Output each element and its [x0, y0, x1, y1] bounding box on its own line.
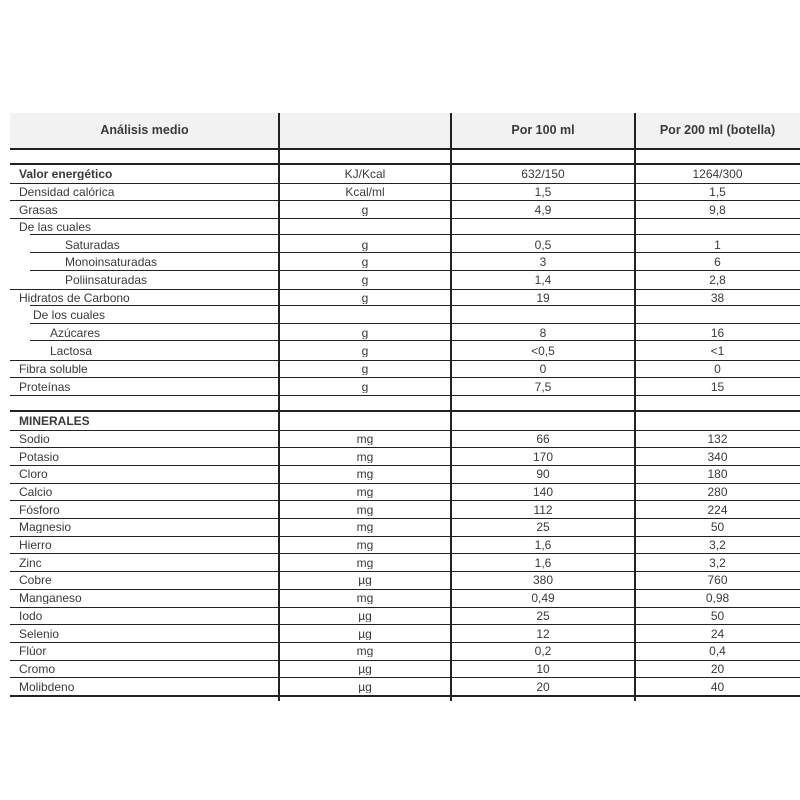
row-value-per100: 19: [536, 292, 550, 305]
row-value-per100: 380: [532, 574, 554, 587]
table-row: [10, 289, 800, 307]
row-label: Cromo: [19, 662, 56, 675]
row-value-per100: 12: [536, 627, 550, 640]
table-row: [10, 271, 800, 289]
table-row: [10, 447, 800, 465]
row-unit: µg: [358, 574, 372, 587]
row-unit: mg: [356, 556, 374, 569]
row-value-per100: 20: [536, 680, 550, 693]
row-unit: mg: [356, 539, 374, 552]
table-row: [10, 536, 800, 554]
row-label: Cloro: [19, 468, 48, 481]
table-row: [10, 553, 800, 571]
section-gap-row: [10, 395, 800, 412]
row-label: Fósforo: [19, 503, 60, 516]
row-label: Manganeso: [19, 592, 82, 605]
row-label: Hierro: [19, 539, 52, 552]
table-header-row: [10, 113, 800, 150]
row-value-per200: 24: [710, 627, 725, 640]
row-unit: g: [361, 203, 369, 216]
col-header-per100: Por 100 ml: [511, 124, 575, 137]
row-value-per100: 7,5: [534, 380, 552, 393]
table-row: [10, 607, 800, 625]
row-value-per200: 40: [710, 680, 725, 693]
row-value-per200: 0,98: [705, 592, 730, 605]
table-row: [10, 677, 800, 695]
row-label: Monoinsaturadas: [65, 256, 158, 269]
row-unit: g: [361, 327, 369, 340]
row-value-per100: 1,4: [534, 273, 552, 286]
row-unit: mg: [356, 432, 374, 445]
table-row: [10, 183, 800, 201]
row-value-per200: 1264/300: [692, 167, 743, 180]
row-label: Valor energético: [19, 167, 113, 180]
row-value-per200: 280: [707, 486, 728, 499]
row-unit: g: [361, 362, 369, 375]
row-unit: µg: [358, 627, 372, 640]
row-value-per100: 0,49: [531, 592, 555, 605]
row-unit: mg: [356, 503, 374, 516]
table-row: [10, 660, 800, 678]
table-row: [10, 360, 800, 378]
table-row: [10, 324, 800, 342]
table-row: [10, 377, 800, 395]
table-row: [10, 412, 800, 430]
row-value-per100: 25: [536, 521, 550, 534]
table-row: [10, 518, 800, 536]
row-value-per100: 1,6: [534, 539, 552, 552]
row-value-per200: <1: [710, 344, 725, 357]
row-value-per100: 140: [532, 486, 554, 499]
table-row: [10, 624, 800, 642]
row-value-per200: 180: [707, 468, 728, 481]
row-label: MINERALES: [19, 414, 90, 427]
row-label: Cobre: [19, 574, 52, 587]
row-value-per100: 25: [536, 609, 550, 622]
table-row: [10, 236, 800, 254]
col-header-per200: Por 200 ml (botella): [659, 124, 776, 137]
table-row: [10, 253, 800, 271]
row-unit: µg: [358, 609, 372, 622]
row-value-per100: 1,6: [534, 556, 552, 569]
row-unit: Kcal/ml: [345, 186, 385, 199]
row-value-per100: 0,2: [534, 645, 552, 658]
row-unit: mg: [356, 592, 374, 605]
row-value-per200: 50: [710, 521, 725, 534]
column-divider-2: [450, 113, 452, 701]
row-value-per200: 9,8: [709, 203, 726, 216]
row-label: Magnesio: [19, 521, 72, 534]
row-value-per100: 170: [532, 450, 554, 463]
row-value-per100: 0,5: [534, 238, 552, 251]
row-label: Saturadas: [65, 238, 120, 251]
row-unit: µg: [358, 662, 372, 675]
row-unit: g: [361, 292, 369, 305]
row-unit: µg: [358, 680, 372, 693]
row-value-per200: 38: [710, 292, 725, 305]
row-label: Lactosa: [50, 344, 93, 357]
row-value-per100: 112: [533, 503, 553, 516]
row-value-per100: 4,9: [534, 203, 552, 216]
row-unit: mg: [356, 468, 374, 481]
row-value-per200: 340: [707, 450, 728, 463]
header-spacer-row: [10, 150, 800, 165]
table-row: [10, 430, 800, 448]
row-value-per200: 50: [710, 609, 725, 622]
table-row: [10, 589, 800, 607]
row-label: Zinc: [19, 556, 42, 569]
row-value-per100: 66: [536, 432, 550, 445]
row-label: Sodio: [19, 432, 50, 445]
row-value-per100: 0: [539, 362, 547, 375]
row-unit: g: [361, 256, 369, 269]
row-unit: g: [361, 238, 369, 251]
row-unit: mg: [356, 450, 374, 463]
row-label: Potasio: [19, 450, 60, 463]
nutrition-table: [10, 113, 800, 697]
table-row: [10, 307, 800, 325]
row-value-per200: 6: [714, 256, 721, 269]
row-value-per200: 0,4: [709, 645, 726, 658]
row-label: Iodo: [19, 609, 43, 622]
row-unit: mg: [356, 645, 374, 658]
row-value-per200: 224: [707, 503, 728, 516]
row-label: Azúcares: [50, 327, 101, 340]
row-label: Poliinsaturadas: [65, 273, 148, 286]
row-value-per100: 3: [539, 256, 547, 269]
table-row: [10, 571, 800, 589]
row-label: Densidad calórica: [19, 186, 115, 199]
table-row: [10, 342, 800, 360]
row-value-per200: 1: [714, 238, 721, 251]
row-value-per100: <0,5: [531, 344, 555, 357]
row-value-per100: 1,5: [534, 186, 552, 199]
row-label: Calcio: [19, 486, 53, 499]
row-unit: g: [361, 380, 369, 393]
row-value-per200: 20: [710, 662, 725, 675]
row-label: Selenio: [19, 627, 60, 640]
row-value-per200: 760: [707, 574, 728, 587]
table-row: [10, 165, 800, 183]
table-row: [10, 483, 800, 501]
row-value-per200: 2,8: [709, 273, 726, 286]
col-header-analysis: Análisis medio: [100, 124, 189, 137]
row-unit: mg: [356, 521, 374, 534]
table-row: [10, 465, 800, 483]
row-label: Fibra soluble: [19, 362, 88, 375]
table-row: [10, 500, 800, 518]
row-label: Proteínas: [19, 380, 71, 393]
row-unit: KJ/Kcal: [344, 167, 386, 180]
row-value-per200: 3,2: [709, 539, 726, 552]
table-row: [10, 642, 800, 660]
table-body: [10, 165, 800, 697]
row-label: Flúor: [19, 645, 47, 658]
table-row: [10, 218, 800, 236]
row-value-per100: 8: [539, 327, 547, 340]
row-value-per200: 0: [714, 362, 721, 375]
row-value-per100: 10: [536, 662, 550, 675]
table-row: [10, 200, 800, 218]
row-value-per200: 132: [707, 432, 728, 445]
column-divider-3: [634, 113, 636, 701]
row-label: Grasas: [19, 203, 58, 216]
row-value-per200: 3,2: [709, 556, 726, 569]
row-unit: g: [361, 344, 369, 357]
row-value-per200: 16: [710, 327, 725, 340]
row-label: Molibdeno: [19, 680, 75, 693]
row-unit: mg: [356, 486, 374, 499]
row-value-per200: 15: [710, 380, 725, 393]
row-label: De las cuales: [19, 221, 92, 234]
column-divider-1: [278, 113, 280, 701]
row-value-per100: 90: [536, 468, 550, 481]
row-value-per200: 1,5: [709, 186, 726, 199]
row-label: Hidratos de Carbono: [19, 292, 130, 305]
row-value-per100: 632/150: [521, 167, 565, 180]
row-label: De los cuales: [33, 309, 106, 322]
row-unit: g: [361, 273, 369, 286]
